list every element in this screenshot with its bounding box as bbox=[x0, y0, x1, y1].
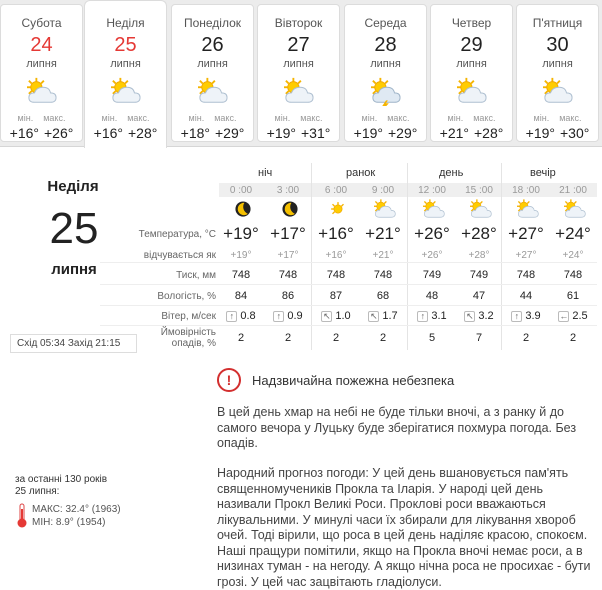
hour-label: 21 :00 bbox=[559, 185, 587, 196]
hour-label: 3 :00 bbox=[276, 185, 300, 196]
hour-label: 6 :00 bbox=[324, 185, 348, 196]
hour-feels: +16° bbox=[325, 250, 347, 261]
sun-cloud-icon bbox=[258, 76, 339, 111]
tab-max-temp: +28° bbox=[474, 125, 504, 141]
tab-min-temp: +21° bbox=[439, 125, 469, 141]
sun-cloud-icon bbox=[371, 198, 399, 225]
hour-label: 15 :00 bbox=[465, 185, 493, 196]
hour-temp: +26° bbox=[414, 224, 450, 243]
day-tab[interactable] bbox=[257, 4, 340, 142]
min-label: мін. bbox=[447, 113, 464, 123]
records-period: за останні 130 років bbox=[15, 474, 108, 485]
wind-direction-icon: ← bbox=[559, 310, 569, 321]
hour-pressure: 749 bbox=[422, 269, 442, 281]
day-description: В цей день хмар на небі не буде тільки вночі, а з ранку й до самого вечора у Луцьку буде зберігатися похмура погода. Без опадів. bbox=[217, 405, 577, 450]
day-tab[interactable] bbox=[344, 4, 427, 142]
folk-title: Народний прогноз погоди: bbox=[217, 466, 369, 480]
hour-temp: +16° bbox=[318, 224, 354, 243]
wind-speed: 1.7 bbox=[382, 310, 398, 322]
tab-day-name: Субота bbox=[21, 16, 62, 30]
wind-direction-icon: ↖ bbox=[323, 310, 331, 321]
thermometer-icon bbox=[15, 503, 29, 529]
record-min: МІН: 8.9° (1954) bbox=[32, 517, 106, 528]
tab-day-name: Четвер bbox=[451, 16, 492, 30]
min-label: мін. bbox=[188, 113, 205, 123]
hour-wind bbox=[218, 310, 264, 322]
wind-speed: 1.0 bbox=[335, 310, 351, 322]
tab-max-temp: +30° bbox=[560, 125, 590, 141]
record-max: МАКС: 32.4° (1963) bbox=[32, 504, 121, 515]
hour-precip: 7 bbox=[475, 332, 483, 344]
summary-day-name: Неділя bbox=[47, 178, 99, 195]
hour-feels: +17° bbox=[277, 250, 299, 261]
tab-day-number: 29 bbox=[460, 34, 483, 56]
minmax-labels bbox=[172, 113, 253, 123]
hour-humidity: 47 bbox=[472, 290, 486, 302]
tab-temps bbox=[431, 125, 512, 141]
sun-cloud-icon bbox=[467, 198, 495, 225]
max-label: макс. bbox=[43, 113, 66, 123]
tab-temps bbox=[345, 125, 426, 141]
wind-direction-icon: ↑ bbox=[273, 311, 284, 322]
hour-pressure: 748 bbox=[516, 269, 536, 281]
max-label: макс. bbox=[127, 113, 150, 123]
day-tabs bbox=[0, 0, 602, 147]
tab-month: липня bbox=[456, 58, 487, 70]
row-separator bbox=[100, 284, 597, 285]
hour-wind bbox=[360, 310, 406, 322]
minmax-labels bbox=[85, 113, 166, 123]
row-label-precip_1: Ймовірність bbox=[160, 327, 216, 338]
day-tab[interactable] bbox=[430, 4, 513, 142]
minmax-labels bbox=[431, 113, 512, 123]
tab-max-temp: +31° bbox=[301, 125, 331, 141]
tab-day-number: 30 bbox=[546, 34, 569, 56]
hour-feels: +27° bbox=[515, 250, 537, 261]
hour-humidity: 86 bbox=[281, 290, 295, 302]
tab-day-number: 24 bbox=[30, 34, 53, 56]
sunrise-text: Схід 05:34 bbox=[17, 338, 66, 349]
hour-wind bbox=[265, 310, 311, 322]
period-label: ніч bbox=[258, 167, 273, 179]
sun-cloud-icon bbox=[420, 198, 448, 225]
hour-precip: 2 bbox=[379, 332, 387, 344]
tab-max-temp: +26° bbox=[44, 125, 74, 141]
period-divider bbox=[311, 163, 312, 350]
row-label-temp: Температура, °C bbox=[138, 229, 216, 240]
period-label: вечір bbox=[530, 167, 556, 179]
row-label-humidity: Вологість, % bbox=[157, 291, 216, 302]
max-label: макс. bbox=[387, 113, 410, 123]
tab-min-temp: +16° bbox=[9, 125, 39, 141]
fire-warning bbox=[217, 368, 454, 392]
max-label: макс. bbox=[214, 113, 237, 123]
tab-month: липня bbox=[283, 58, 314, 70]
minmax-labels bbox=[517, 113, 598, 123]
tab-day-number: 26 bbox=[201, 34, 224, 56]
hour-feels: +28° bbox=[468, 250, 490, 261]
tab-day-number: 28 bbox=[374, 34, 397, 56]
max-label: макс. bbox=[300, 113, 323, 123]
tab-month: липня bbox=[197, 58, 228, 70]
wind-direction-icon: ↖ bbox=[466, 310, 474, 321]
wind-direction-icon: ↖ bbox=[370, 310, 378, 321]
row-label-pressure: Тиск, мм bbox=[176, 270, 216, 281]
wind-speed: 0.8 bbox=[240, 310, 256, 322]
hour-feels: +21° bbox=[372, 250, 394, 261]
moon-icon bbox=[276, 198, 304, 225]
period-label: день bbox=[439, 167, 464, 179]
tab-max-temp: +29° bbox=[215, 125, 245, 141]
hour-label: 18 :00 bbox=[512, 185, 540, 196]
hour-wind bbox=[503, 310, 549, 322]
hour-pressure: 749 bbox=[469, 269, 489, 281]
moon-icon bbox=[229, 198, 257, 225]
period-label: ранок bbox=[346, 167, 376, 179]
row-separator bbox=[100, 325, 597, 326]
hour-precip: 5 bbox=[428, 332, 436, 344]
sun-cloud-icon bbox=[561, 198, 589, 225]
minmax-labels bbox=[258, 113, 339, 123]
sun-icon bbox=[324, 198, 352, 225]
tab-month: липня bbox=[26, 58, 57, 70]
hour-humidity: 68 bbox=[376, 290, 390, 302]
row-label-feels: відчувається як bbox=[143, 250, 216, 261]
hour-humidity: 87 bbox=[329, 290, 343, 302]
sun-cloud-icon bbox=[1, 76, 82, 111]
wind-direction-icon: ↑ bbox=[511, 311, 522, 322]
tab-min-temp: +19° bbox=[353, 125, 383, 141]
record-values bbox=[32, 503, 121, 529]
tab-max-temp: +28° bbox=[128, 125, 158, 141]
hour-feels: +26° bbox=[421, 250, 443, 261]
hour-label: 0 :00 bbox=[229, 185, 253, 196]
hour-precip: 2 bbox=[522, 332, 530, 344]
tab-day-name: П'ятниця bbox=[532, 16, 583, 30]
hour-humidity: 44 bbox=[519, 290, 533, 302]
tab-month: липня bbox=[110, 58, 141, 70]
hour-humidity: 48 bbox=[425, 290, 439, 302]
hour-pressure: 748 bbox=[231, 269, 251, 281]
hour-wind bbox=[456, 310, 502, 322]
hour-precip: 2 bbox=[237, 332, 245, 344]
hour-wind bbox=[313, 310, 359, 322]
hour-pressure: 748 bbox=[563, 269, 583, 281]
tab-min-temp: +18° bbox=[180, 125, 210, 141]
hour-precip: 2 bbox=[569, 332, 577, 344]
hour-temp: +21° bbox=[365, 224, 401, 243]
records-date: 25 липня: bbox=[15, 486, 60, 497]
min-label: мін. bbox=[361, 113, 378, 123]
tab-month: липня bbox=[542, 58, 573, 70]
tab-day-number: 27 bbox=[287, 34, 310, 56]
min-label: мін. bbox=[17, 113, 34, 123]
sunset-text: Захід 21:15 bbox=[67, 338, 121, 349]
wind-speed: 0.9 bbox=[287, 310, 303, 322]
day-tab[interactable] bbox=[84, 0, 167, 148]
wind-speed: 3.1 bbox=[431, 310, 447, 322]
tab-month: липня bbox=[370, 58, 401, 70]
row-separator bbox=[100, 305, 597, 306]
minmax-labels bbox=[345, 113, 426, 123]
hour-label: 9 :00 bbox=[371, 185, 395, 196]
hour-humidity: 61 bbox=[566, 290, 580, 302]
tab-temps bbox=[85, 125, 166, 141]
folk-text: У цей день вшановується пам'ять священномучеників Прокла та Іларія. У народі цей день називали Прокл Великі Роси. Проклові роси вважаються лікувальними. У минулі часи їх збирали для лікування хвороб очей. Тоді вірили, що роса в цей день наділяє красою, спокоєм. Наші пращури помітили, якщо на Прокла вночі немає роси, а в низинах туман - на негоду. А якщо нічна роса не просихає - бути грозі. У цей час зацвітають гладіолуси. bbox=[217, 466, 591, 589]
tab-day-number: 25 bbox=[114, 34, 137, 56]
day-summary bbox=[8, 178, 140, 278]
wind-speed: 3.2 bbox=[478, 310, 494, 322]
sun-cloud-icon bbox=[172, 76, 253, 111]
day-tab[interactable] bbox=[516, 4, 599, 142]
max-label: макс. bbox=[473, 113, 496, 123]
minmax-labels bbox=[1, 113, 82, 123]
summary-month: липня bbox=[51, 261, 97, 278]
sun-cloud-icon bbox=[85, 76, 166, 111]
tab-temps bbox=[172, 125, 253, 141]
hour-temp: +19° bbox=[223, 224, 259, 243]
min-label: мін. bbox=[533, 113, 550, 123]
hour-precip: 2 bbox=[332, 332, 340, 344]
day-tab[interactable] bbox=[171, 4, 254, 142]
hour-wind bbox=[550, 310, 596, 322]
wind-direction-icon: ↑ bbox=[417, 311, 428, 322]
hour-precip: 2 bbox=[284, 332, 292, 344]
row-label-precip_2: опадів, % bbox=[171, 338, 216, 349]
hour-temp: +28° bbox=[461, 224, 497, 243]
tab-min-temp: +16° bbox=[93, 125, 123, 141]
tab-min-temp: +19° bbox=[525, 125, 555, 141]
tab-day-name: Середа bbox=[364, 16, 407, 30]
hour-pressure: 748 bbox=[326, 269, 346, 281]
hour-pressure: 748 bbox=[373, 269, 393, 281]
tab-min-temp: +19° bbox=[266, 125, 296, 141]
wind-speed: 2.5 bbox=[572, 310, 588, 322]
warning-icon: ! bbox=[217, 368, 241, 392]
hour-wind bbox=[409, 310, 455, 322]
hour-label: 12 :00 bbox=[418, 185, 446, 196]
hour-temp: +27° bbox=[508, 224, 544, 243]
row-label-wind: Вітер, м/сек bbox=[161, 311, 216, 322]
wind-speed: 3.9 bbox=[525, 310, 541, 322]
storm-cloud-icon bbox=[345, 76, 426, 111]
tab-day-name: Понеділок bbox=[183, 16, 242, 30]
tab-temps bbox=[1, 125, 82, 141]
sun-cloud-icon bbox=[431, 76, 512, 111]
hour-feels: +19° bbox=[230, 250, 252, 261]
min-label: мін. bbox=[274, 113, 291, 123]
tab-day-name: Вівторок bbox=[274, 16, 323, 30]
hour-humidity: 84 bbox=[234, 290, 248, 302]
tab-temps bbox=[258, 125, 339, 141]
summary-day-number: 25 bbox=[49, 204, 99, 253]
max-label: макс. bbox=[559, 113, 582, 123]
warning-text: Надзвичайна пожежна небезпека bbox=[252, 372, 455, 388]
day-tab[interactable] bbox=[0, 4, 83, 142]
folk-forecast bbox=[217, 466, 592, 590]
tab-temps bbox=[517, 125, 598, 141]
climate-records bbox=[15, 474, 107, 498]
hour-feels: +24° bbox=[562, 250, 584, 261]
tab-max-temp: +29° bbox=[388, 125, 418, 141]
wind-direction-icon: ↑ bbox=[226, 311, 237, 322]
hour-temp: +24° bbox=[555, 224, 591, 243]
tab-day-name: Неділя bbox=[106, 16, 145, 30]
hour-temp: +17° bbox=[270, 224, 306, 243]
row-separator bbox=[100, 262, 597, 263]
min-label: мін. bbox=[101, 113, 118, 123]
period-divider bbox=[407, 163, 408, 350]
sun-cloud-icon bbox=[517, 76, 598, 111]
sun-cloud-icon bbox=[514, 198, 542, 225]
hour-pressure: 748 bbox=[278, 269, 298, 281]
